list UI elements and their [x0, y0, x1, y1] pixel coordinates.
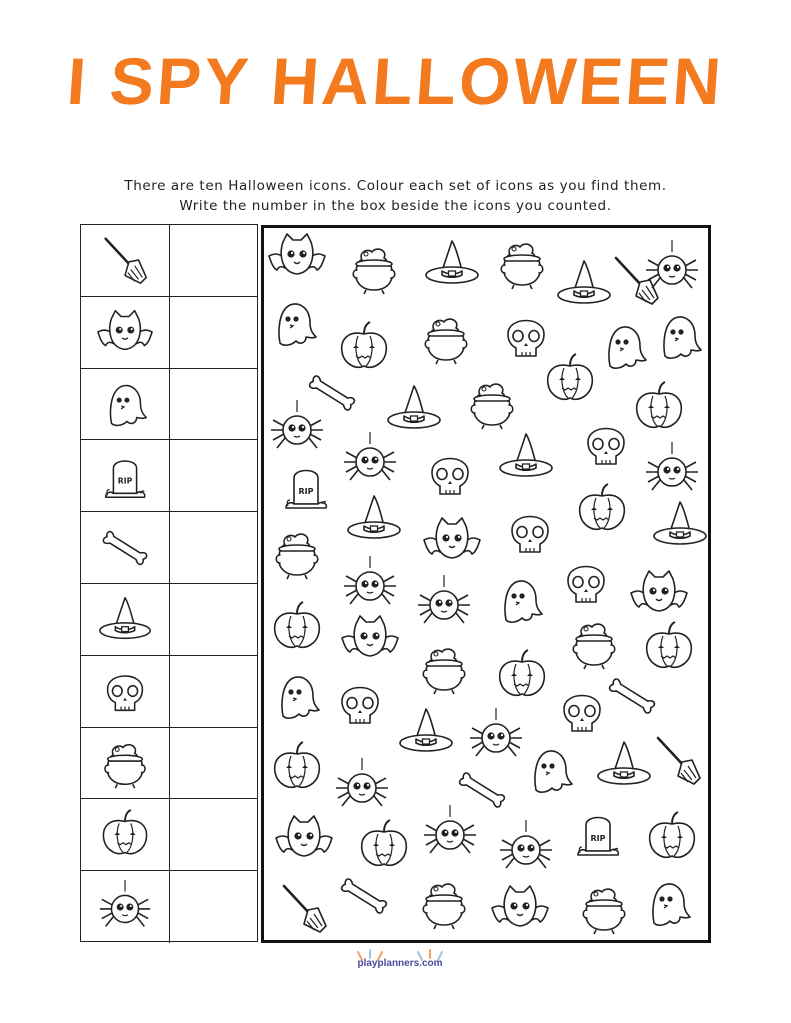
pumpkin-icon — [580, 484, 625, 529]
witch-hat-icon — [400, 709, 452, 751]
broom-icon — [96, 231, 154, 289]
spider-icon — [646, 240, 698, 288]
spider-icon — [336, 758, 388, 806]
count-box[interactable] — [170, 225, 257, 296]
broom-icon — [616, 258, 658, 304]
pumpkin-icon — [362, 820, 407, 865]
spider-icon — [646, 442, 698, 490]
witch-hat-icon — [558, 261, 610, 303]
tally-icon-cell — [81, 871, 170, 943]
witch-hat-icon — [426, 241, 478, 283]
bone-icon — [609, 678, 656, 714]
ghost-icon — [279, 304, 316, 345]
tally-icon-cell — [81, 799, 170, 870]
tally-icon-cell — [81, 512, 170, 583]
witch-hat-icon — [500, 434, 552, 476]
svg-text:RIP: RIP — [298, 487, 314, 496]
cauldron-icon — [353, 249, 395, 294]
tally-icon-cell — [81, 728, 170, 799]
count-box[interactable] — [170, 584, 257, 655]
count-box[interactable] — [170, 440, 257, 511]
cauldron-icon — [573, 624, 615, 669]
tally-row — [81, 584, 257, 656]
icon-field — [264, 228, 708, 940]
spider-icon — [418, 575, 470, 623]
ghost-icon — [653, 884, 690, 925]
tally-row — [81, 225, 257, 297]
ghost-icon — [609, 327, 646, 368]
spider-icon — [500, 820, 552, 868]
cauldron-icon — [425, 319, 467, 364]
witch-hat-icon — [348, 496, 400, 538]
pumpkin-icon — [637, 382, 682, 427]
cauldron-icon — [583, 889, 625, 934]
page-title: I SPY HALLOWEEN — [64, 44, 727, 118]
spider-icon — [271, 400, 323, 448]
bone-icon — [341, 878, 388, 914]
tally-icon-cell — [81, 584, 170, 655]
ghost-icon — [664, 317, 701, 358]
tally-row — [81, 799, 257, 871]
pumpkin-icon — [647, 622, 692, 667]
bat-icon — [276, 816, 332, 856]
pumpkin-icon — [342, 322, 387, 367]
pumpkin-icon — [650, 812, 695, 857]
count-box[interactable] — [170, 871, 257, 943]
pumpkin-icon — [96, 806, 154, 864]
count-box[interactable] — [170, 512, 257, 583]
ghost-icon — [535, 751, 572, 792]
playplanners-logo — [340, 946, 460, 980]
pumpkin-icon — [275, 742, 320, 787]
tally-icon-cell — [81, 369, 170, 440]
witch-hat-icon — [654, 502, 706, 544]
bat-icon — [492, 886, 548, 926]
tally-icon-cell — [81, 225, 170, 296]
cauldron-icon — [423, 649, 465, 694]
cauldron-icon — [276, 534, 318, 579]
cauldron-icon — [471, 384, 513, 429]
ghost-icon — [505, 581, 542, 622]
count-box[interactable] — [170, 728, 257, 799]
cauldron-icon — [501, 244, 543, 289]
skull-icon — [588, 429, 624, 465]
tally-row — [81, 656, 257, 728]
tally-icon-cell — [81, 297, 170, 368]
bone-icon — [96, 519, 154, 577]
broom-icon — [658, 738, 700, 784]
bat-icon — [424, 518, 480, 558]
skull-icon — [432, 459, 468, 495]
count-box[interactable] — [170, 799, 257, 870]
skull-icon — [96, 662, 154, 720]
spider-icon — [96, 878, 154, 936]
tally-row — [81, 369, 257, 441]
instructions-line-1: There are ten Halloween icons. Colour each set of icons as you find them. — [124, 178, 667, 194]
spider-icon — [424, 805, 476, 853]
ghost-icon — [282, 677, 319, 718]
count-box[interactable] — [170, 656, 257, 727]
spider-icon — [344, 432, 396, 480]
spider-icon — [470, 708, 522, 756]
tally-row — [81, 871, 257, 943]
logo-text: playplanners.com — [357, 957, 443, 969]
pumpkin-icon — [275, 602, 320, 647]
ghost-icon — [96, 375, 154, 433]
count-box[interactable] — [170, 297, 257, 368]
tally-row — [81, 297, 257, 369]
tally-row — [81, 440, 257, 512]
tombstone-icon — [578, 818, 618, 856]
cauldron-icon — [423, 884, 465, 929]
pumpkin-icon — [548, 354, 593, 399]
bone-icon — [459, 772, 506, 808]
skull-icon — [568, 567, 604, 603]
skull-icon — [342, 688, 378, 724]
cauldron-icon — [96, 734, 154, 792]
witch-hat-icon — [388, 386, 440, 428]
tally-row — [81, 728, 257, 800]
tombstone-icon — [96, 447, 154, 505]
tally-table — [80, 224, 258, 942]
witch-hat-icon — [96, 590, 154, 648]
bat-icon — [342, 616, 398, 656]
broom-icon — [284, 886, 326, 932]
skull-icon — [508, 321, 544, 357]
search-board — [261, 225, 711, 943]
spider-icon — [344, 556, 396, 604]
tombstone-icon — [286, 471, 326, 509]
tally-row — [81, 512, 257, 584]
pumpkin-icon — [500, 650, 545, 695]
bat-icon — [631, 571, 687, 611]
instructions — [0, 176, 791, 216]
count-box[interactable] — [170, 369, 257, 440]
witch-hat-icon — [598, 742, 650, 784]
tally-icon-cell — [81, 440, 170, 511]
svg-text:RIP: RIP — [117, 476, 133, 486]
bat-icon — [269, 234, 325, 274]
bat-icon — [96, 303, 154, 361]
tally-icon-cell — [81, 656, 170, 727]
bone-icon — [309, 375, 356, 411]
instructions-line-2: Write the number in the box beside the icons you counted. — [179, 198, 612, 214]
skull-icon — [564, 696, 600, 732]
skull-icon — [512, 517, 548, 553]
svg-text:RIP: RIP — [590, 834, 606, 843]
